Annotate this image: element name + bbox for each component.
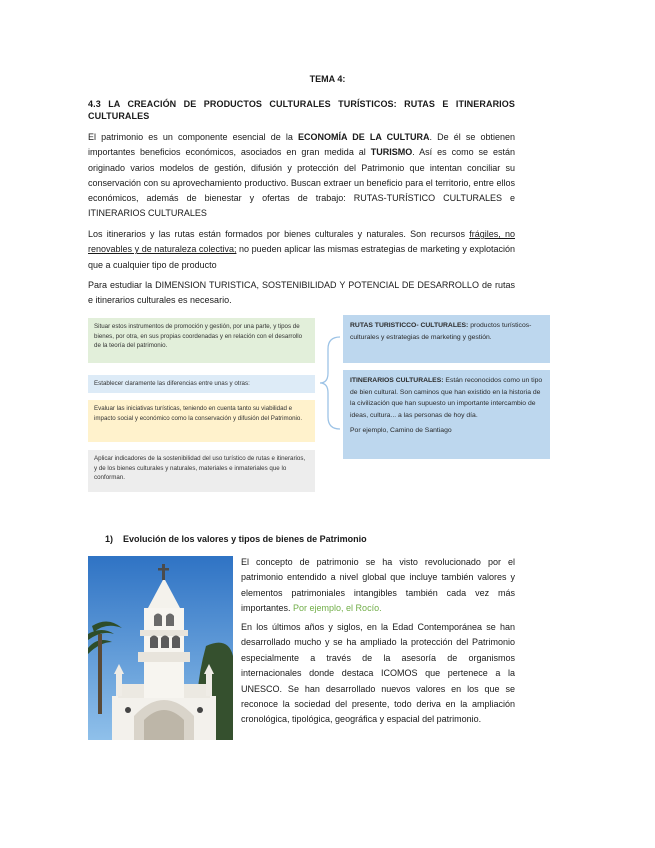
paragraph-contemporary: En los últimos años y siglos, en la Edad Contemporánea se han desarrollado mucho y se ha ampliado la protección del Patrimonio especialmente a través de la asesoría de organismos internacionales donde destaca ICOMOS que pertenece a la UNESCO. Se han desarrollado nuevos valores en los que se reconoce la sociedad del presente, todo deriva en la ampliación cronológica, tipológica, geográfica y espacial del patrimonio. — [241, 622, 515, 725]
brace-connector — [316, 335, 344, 431]
paragraph-economy: El patrimonio es un componente esencial de la ECONOMÍA DE LA CULTURA. De él se obtienen importantes beneficios económicos, asociados en gran medida al TURISMO. Así es como se están originado varios modelos de gestión, difusión y protección del Patrimonio que intentan conciliar su conservación con su aprovechamiento productivo. Buscan extraer un beneficio para el territorio, entre ellos económicos, además de bienestar y ofertas de trabajo: RUTAS-TURÍSTICO CULTURALES e ITINERARIOS CULTURALES — [88, 132, 515, 219]
section-heading: 4.3 LA CREACIÓN DE PRODUCTOS CULTURALES TURÍSTICOS: RUTAS E ITINERARIOS CULTURALES — [88, 99, 515, 121]
diagram-box-evaluar: Evaluar las iniciativas turísticas, teniendo en cuenta tanto su viabilidad e impacto social y económico como la conservación y difusión del Patrimonio. — [88, 400, 315, 442]
page-title: TEMA 4: — [309, 74, 346, 84]
paragraph-study: Para estudiar la DIMENSION TURISTICA, SOSTENIBILIDAD Y POTENCIAL DE DESARROLLO de rutas e itinerarios culturales es necesario. — [88, 280, 515, 306]
itinerarios-example: Por ejemplo, Camino de Santiago — [350, 427, 452, 434]
diagram-box-rutas: RUTAS TURISTICCO- CULTURALES: productos turísticos-culturales y estrategias de marketing y gestión. — [343, 315, 550, 363]
section-1-title: 1) Evolución de los valores y tipos de bienes de Patrimonio — [105, 534, 367, 544]
diagram-box-establecer: Establecer claramente las diferencias entre unas y otras: — [88, 375, 315, 393]
paragraph-resources: Los itinerarios y las rutas están formados por bienes culturales y naturales. Son recursos frágiles, no renovables y de naturaleza colectiva; no pueden aplicar las mismas estrategias de marketing y explotación que a cualquier tipo de producto — [88, 229, 515, 270]
diagram-box-itinerarios: ITINERARIOS CULTURALES: Están reconocidos como un tipo de bien cultural. Son caminos que han existido en la historia de la civilización que han supuesto un importante intercambio de ideas, cultura... a las personas de hoy día. Por ejemplo, Camino de Santiago — [343, 370, 550, 459]
rocio-church-photo — [88, 556, 233, 740]
diagram-box-aplicar: Aplicar indicadores de la sostenibilidad del uso turístico de rutas e itinerarios, y de los bienes culturales y naturales, materiales e inmateriales que lo conforman. — [88, 450, 315, 492]
paragraph-concept: El concepto de patrimonio se ha visto revolucionado por el patrimonio entendido a nivel global que incluye también valores y elementos patrimoniales intangibles también cada vez más importantes. Por ejemplo, el Rocío. — [241, 557, 515, 614]
diagram-box-situar: Situar estos instrumentos de promoción y gestión, por una parte, y tipos de bienes, por otra, en sus propias coordenadas y en relación con el desarrollo de la teoría del patrimonio. — [88, 318, 315, 363]
